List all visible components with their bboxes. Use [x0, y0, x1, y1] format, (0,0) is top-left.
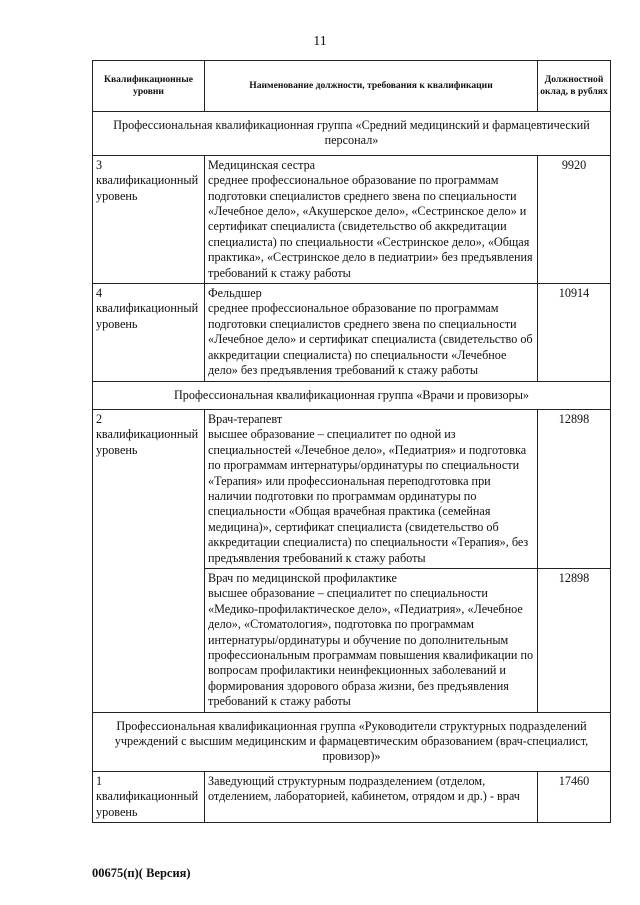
salary-value: 9920	[538, 155, 611, 283]
position-title: Медицинская сестра	[208, 157, 316, 172]
qualification-table	[92, 60, 611, 823]
group-title: Профессиональная квалификационная группа «Руководители структурных подразделений учреждений с высшим медицинским и фармацевтическим образованием (врач-специалист, провизор)»	[93, 712, 611, 771]
qualification-level: 4 квалификационный уровень	[93, 284, 205, 381]
position-description	[205, 155, 538, 283]
position-requirements: среднее профессиональное образование по программам подготовки специалистов среднего звена по специальности «Лечебное дело» и сертификат специалиста (свидетельство об аккредитации специалиста) по специальности «Лечебное дело» без предъявления требований к стажу работы	[208, 301, 533, 378]
group-title: Профессиональная квалификационная группа «Средний медицинский и фармацевтический персонал»	[93, 112, 611, 156]
position-description	[205, 409, 538, 568]
position-description	[205, 771, 538, 822]
salary-value: 17460	[538, 771, 611, 822]
position-requirements: высшее образование – специалитет по специальности «Медико-профилактическое дело», «Педиатрия», «Лечебное дело», «Стоматология», подготовка по программам интернатуры/ординатуры и обучение по дополнительным профессиональным программам повышения квалификации по вопросам профилактики неинфекционных заболеваний и формирования здорового образа жизни, без предъявления требований к стажу работы	[208, 586, 534, 709]
position-title: Заведующий структурным подразделением (отделом, отделением, лабораторией, кабинетом, отрядом и др.) - врач	[208, 773, 520, 804]
table-row	[93, 771, 611, 822]
document-code	[92, 866, 191, 881]
salary-value: 12898	[538, 568, 611, 712]
position-requirements: высшее образование – специалитет по одной из специальностей «Лечебное дело», «Педиатрия» и подготовка по программам интернатуры/ординатуры по специальности «Терапия» или профессиональная переподготовка при наличии подготовки по программам ординатуры по специальности «Общая врачебная практика (семейная медицина)», сертификат специалиста (свидетельство об аккредитации специалиста) по специальности «Терапия», без предъявления требований к стажу работы	[208, 427, 529, 565]
position-title: Врач-терапевт	[208, 411, 283, 426]
document-code-number: 00675(п)	[92, 866, 139, 880]
position-description	[205, 568, 538, 712]
position-requirements: среднее профессиональное образование по программам подготовки специалистов среднего звена по специальности «Лечебное дело», «Акушерское дело», «Сестринское дело» и сертификат специалиста (свидетельство об аккредитации специалиста) по специальности «Сестринское дело», «Общая практика», «Сестринское дело в педиатрии» без предъявления требований к стажу работы	[208, 173, 533, 280]
group-row	[93, 712, 611, 771]
group-title: Профессиональная квалификационная группа «Врачи и провизоры»	[93, 381, 611, 409]
document-version: ( Версия)	[138, 866, 191, 880]
header-salary: Должностной оклад, в рублях	[538, 61, 611, 112]
qualification-level: 3 квалификационный уровень	[93, 155, 205, 283]
position-title: Врач по медицинской профилактике	[208, 570, 397, 585]
table-header-row	[93, 61, 611, 112]
header-levels: Квалификационные уровни	[93, 61, 205, 112]
header-position: Наименование должности, требования к квалификации	[205, 61, 538, 112]
table-row	[93, 155, 611, 283]
qualification-level: 1 квалификационный уровень	[93, 771, 205, 822]
qualification-level: 2 квалификационный уровень	[93, 409, 205, 712]
group-row	[93, 112, 611, 156]
group-row	[93, 381, 611, 409]
position-title: Фельдшер	[208, 286, 262, 301]
salary-value: 10914	[538, 284, 611, 381]
table-row	[93, 409, 611, 568]
table-row	[93, 284, 611, 381]
position-description	[205, 284, 538, 381]
salary-value: 12898	[538, 409, 611, 568]
page-number: 11	[313, 34, 327, 49]
